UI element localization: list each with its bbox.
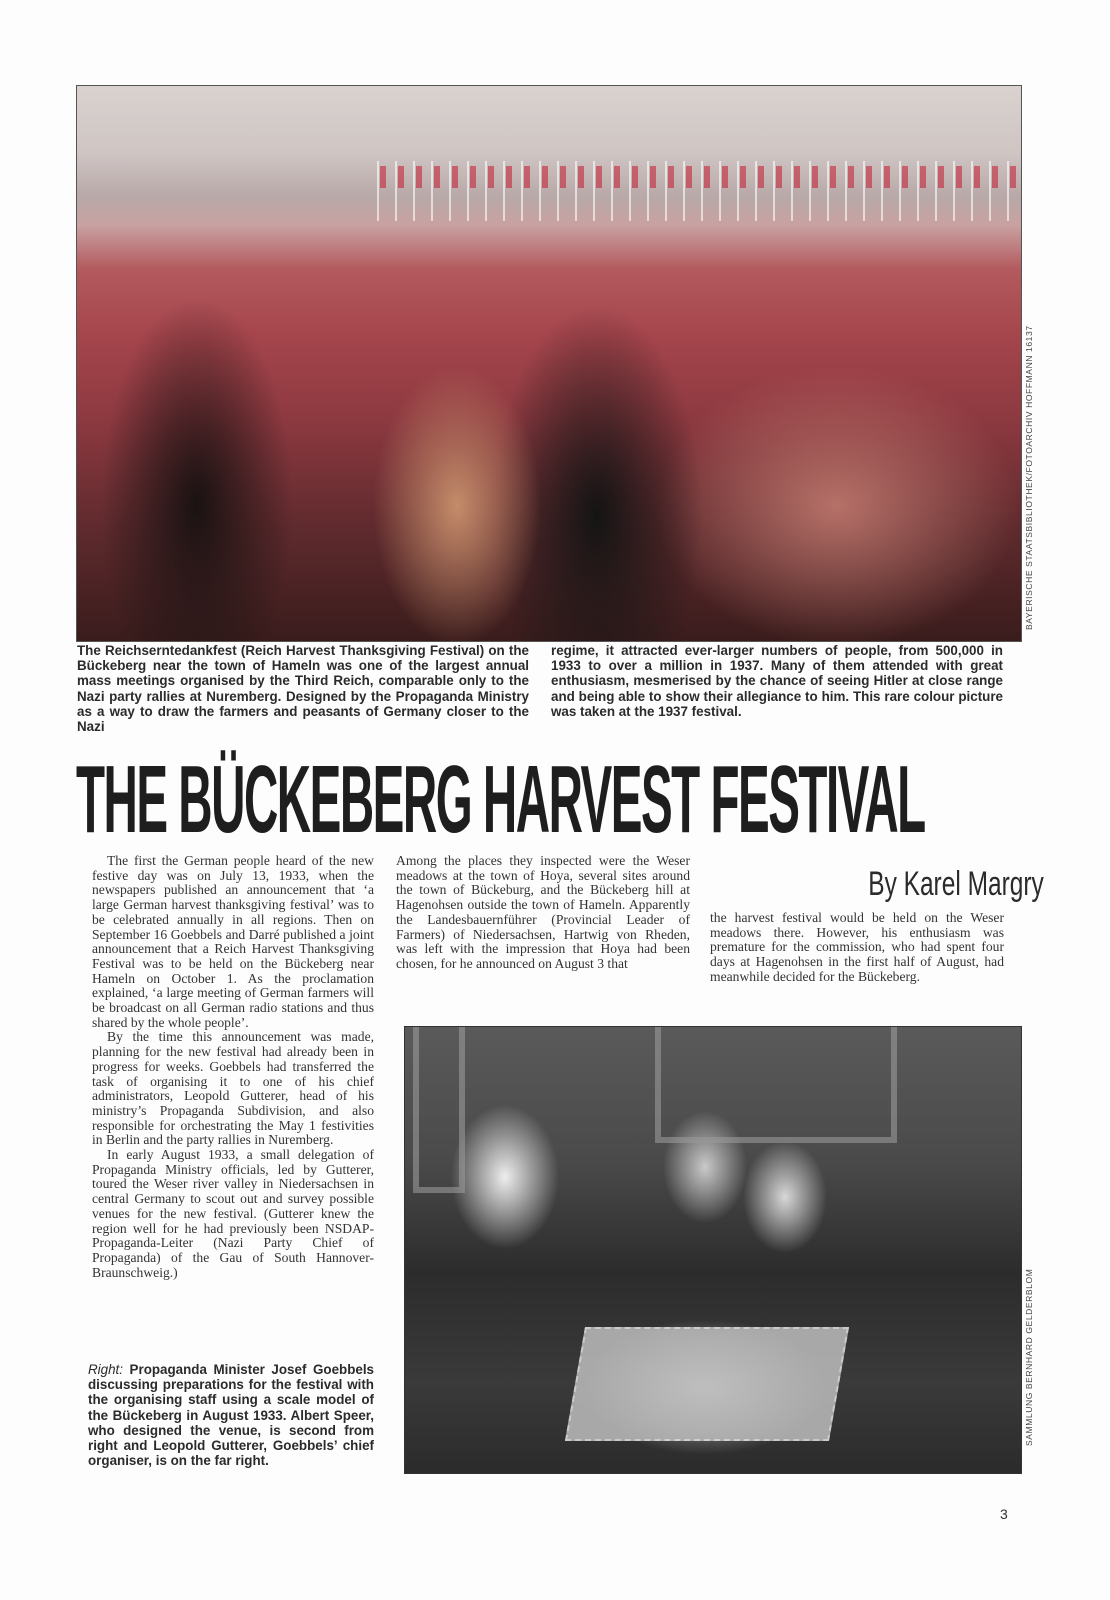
body-paragraph: Among the places they inspected were the Weser meadows at the town of Hoya, several sites around the town of Bückeburg, and the Bückeberg hill at Hagenohsen outside the town of Hameln. Apparently the Landesbauernführer (Provincial Leader of Farmers) of Niedersachsen, Hartwig von Rheden, was left with the impression that Hoya had been chosen, for he announced on August 3 that bbox=[396, 853, 690, 971]
body-paragraph: By the time this announcement was made, planning for the new festival had already been in progress for weeks. Goebbels had transferred the task of organising it to one of his chief administrators, Leopold Gutterer, head of his ministry’s Propaganda Subdivision, and also responsible for orchestrating the May 1 festivities in Berlin and the party rallies in Nuremberg. bbox=[92, 1029, 374, 1148]
wall-frame-decoration bbox=[413, 1026, 465, 1193]
body-column-1 bbox=[92, 854, 374, 1280]
article-headline: THE BÜCKEBERG HARVEST FESTIVAL bbox=[76, 746, 925, 853]
body-paragraph: The first the German people heard of the new festive day was on July 13, 1933, when the newspapers published an announcement that ‘a large German harvest thanksgiving festival’ was to be celebrated annually in all regions. Then on September 16 Goebbels and Darré published a joint announcement that a Reich Harvest Thanksgiving Festival was to be held on the Bückeberg near Hameln on October 1. As the proclamation explained, ‘a large meeting of German farmers will be broadcast on all German radio stations and thus shared by the whole people’. bbox=[92, 853, 374, 1030]
bottom-caption bbox=[88, 1362, 374, 1468]
byline-text: By Karel Margry bbox=[868, 865, 1044, 903]
scale-model-decoration bbox=[565, 1327, 849, 1441]
body-column-2 bbox=[396, 854, 690, 972]
body-paragraph: the harvest festival would be held on the Weser meadows there. However, his enthusiasm was premature for the commission, who had spent four days at Hagenohsen in the first half of August, had meanwhile decided for the Bückeberg. bbox=[710, 910, 1004, 984]
byline bbox=[800, 865, 1044, 903]
caption-direction-label: Right: bbox=[88, 1362, 123, 1377]
top-photo-credit: BAYERISCHE STAATSBIBLIOTHEK/FOTOARCHIV HOFFMANN 16137 bbox=[1024, 325, 1034, 630]
body-column-3 bbox=[710, 911, 1004, 985]
top-photo bbox=[76, 85, 1022, 642]
page-number: 3 bbox=[1000, 1506, 1008, 1522]
bottom-photo bbox=[404, 1026, 1022, 1474]
body-paragraph: In early August 1933, a small delegation of Propaganda Ministry officials, led by Gutterer, toured the Weser river valley in Niedersachsen in central Germany to scout out and survey possible venues for the new festival. (Gutterer knew the region well for he had previously been NSDAP-Propaganda-Leiter (Nazi Party Chief of Propaganda) of the Gau of South Hannover-Braunschweig.) bbox=[92, 1147, 374, 1280]
wall-frame-decoration bbox=[655, 1026, 897, 1143]
top-caption-col1: The Reichserntedankfest (Reich Harvest Thanksgiving Festival) on the Bückeberg near the town of Hameln was one of the largest annual mass meetings organised by the Third Reich, comparable only to the Nazi party rallies at Nuremberg. Designed by the Propaganda Ministry as a way to draw the farmers and peasants of Germany closer to the Nazi bbox=[77, 643, 529, 735]
bottom-photo-credit: SAMMLUNG BERNHARD GELDERBLOM bbox=[1024, 1268, 1034, 1446]
caption-text: Propaganda Minister Josef Goebbels discussing preparations for the festival with the organising staff using a scale model of the Bückeberg in August 1933. Albert Speer, who designed the venue, is second from right and Leopold Gutterer, Goebbels’ chief organiser, is on the far right. bbox=[88, 1362, 374, 1469]
top-caption-col2: regime, it attracted ever-larger numbers of people, from 500,000 in 1933 to over a million in 1937. Many of them attended with great enthusiasm, mesmerised by the chance of seeing Hitler at close range and being able to show their allegiance to him. This rare colour picture was taken at the 1937 festival. bbox=[551, 643, 1003, 719]
flagpoles-decoration bbox=[377, 161, 1017, 221]
